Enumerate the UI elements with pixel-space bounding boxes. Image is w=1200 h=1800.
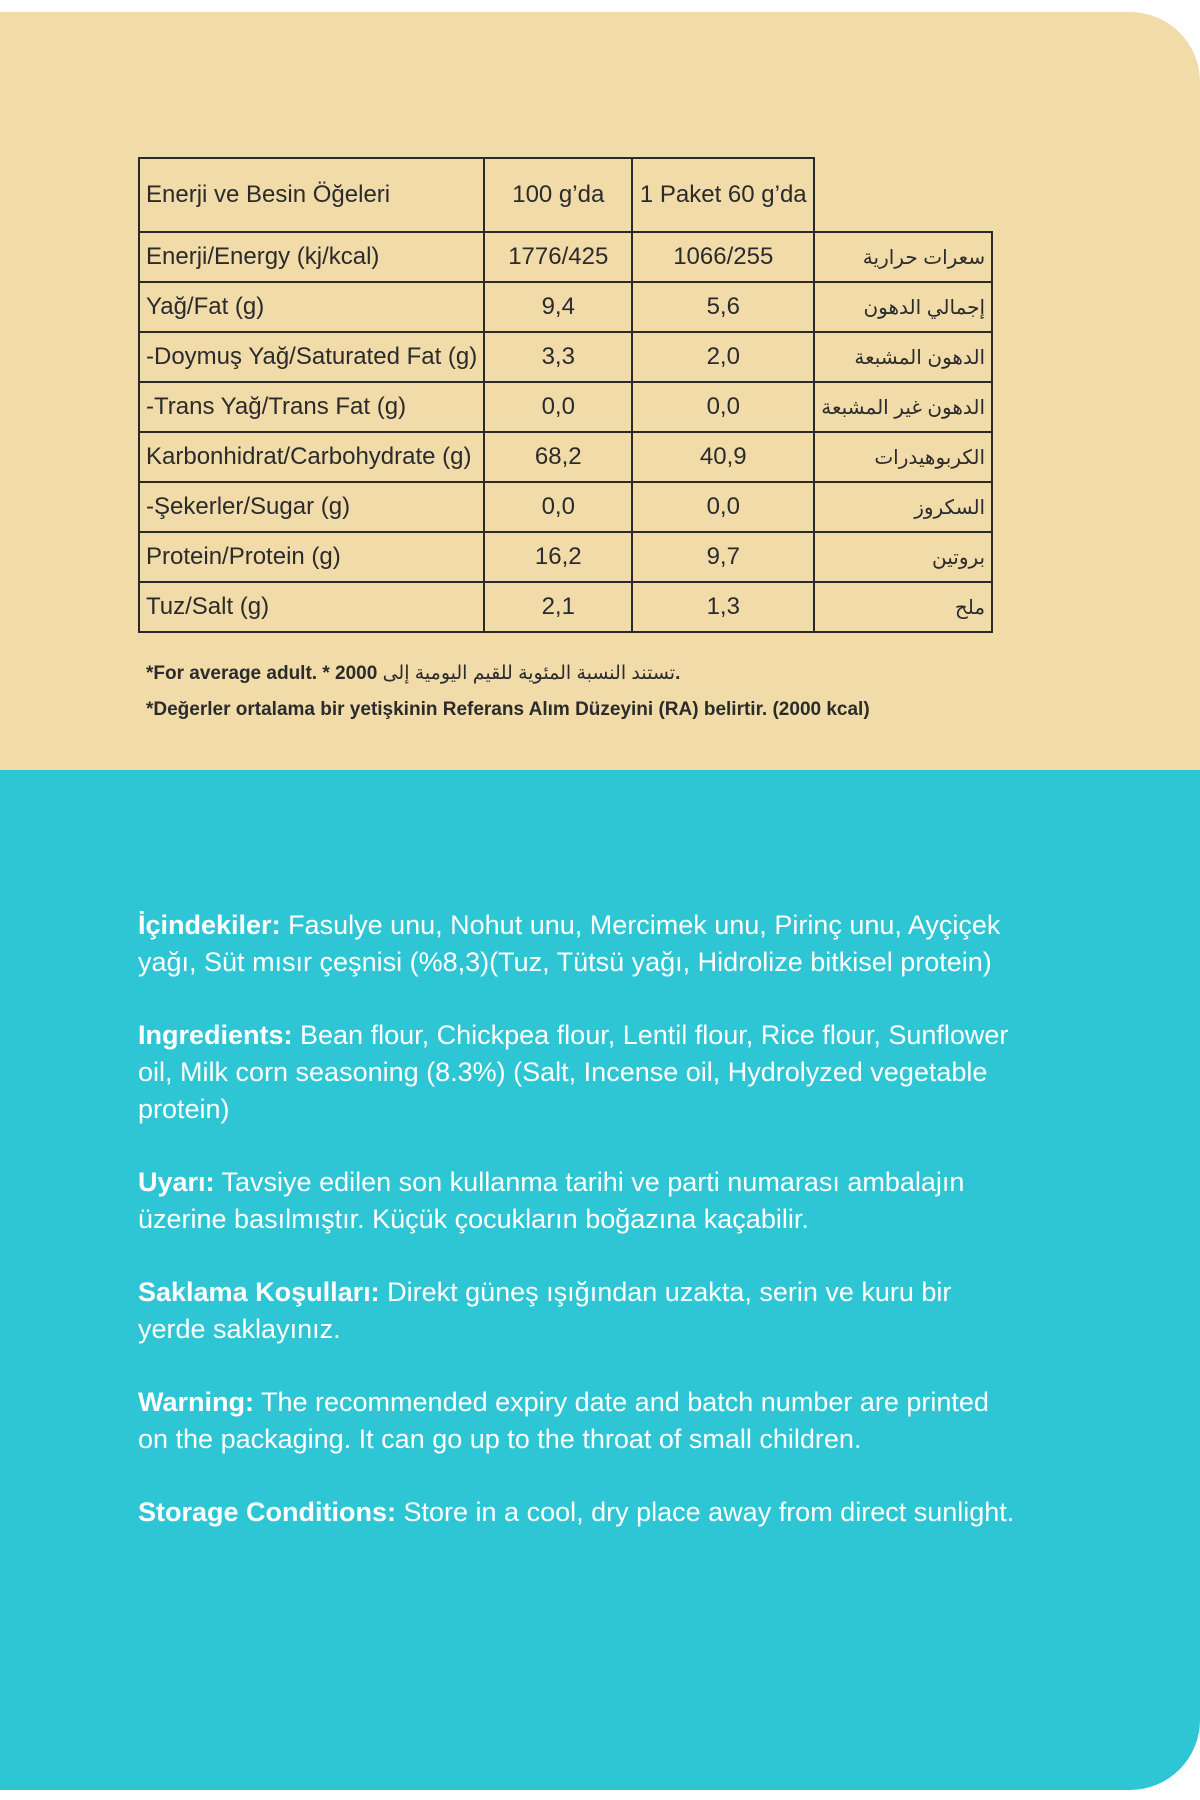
table-row — [139, 282, 992, 332]
block-title: Storage Conditions: — [138, 1497, 396, 1527]
block-text: Fasulye unu, Nohut unu, Mercimek unu, Pirinç unu, Ayçiçek yağı, Süt mısır çeşnisi (%8,3)(Tuz, Tütsü yağı, Hidrolize bitkisel protein) — [138, 910, 1001, 977]
block-text: Direkt güneş ışığından uzakta, serin ve kuru bir yerde saklayınız. — [138, 1277, 952, 1344]
row-label: Tuz/Salt (g) — [139, 582, 484, 632]
footnote-average-adult: *For average adult. * 2000 تستند النسبة المئوية للقيم اليومية إلى. — [146, 663, 681, 684]
row-label: Protein/Protein (g) — [139, 532, 484, 582]
row-arabic-label: السكروز — [814, 482, 992, 532]
warning-tr-block — [138, 1164, 1018, 1238]
row-arabic-label: سعرات حرارية — [814, 232, 992, 282]
row-per-pack: 1066/255 — [632, 232, 814, 282]
table-row — [139, 332, 992, 382]
header-blank — [814, 158, 992, 232]
row-label: Enerji/Energy (kj/kcal) — [139, 232, 484, 282]
block-text: Store in a cool, dry place away from direct sunlight. — [396, 1497, 1015, 1527]
row-label: -Trans Yağ/Trans Fat (g) — [139, 382, 484, 432]
table-row — [139, 382, 992, 432]
row-arabic-label: بروتين — [814, 532, 992, 582]
row-per-pack: 0,0 — [632, 482, 814, 532]
row-per-100g: 2,1 — [484, 582, 632, 632]
row-per-100g: 9,4 — [484, 282, 632, 332]
nutrition-panel — [0, 12, 1200, 770]
row-per-pack: 5,6 — [632, 282, 814, 332]
block-text: The recommended expiry date and batch number are printed on the packaging. It can go up to the throat of small children. — [138, 1387, 989, 1454]
row-per-pack: 40,9 — [632, 432, 814, 482]
row-per-pack: 1,3 — [632, 582, 814, 632]
table-header-row — [139, 158, 992, 232]
row-per-100g: 0,0 — [484, 482, 632, 532]
row-arabic-label: الكربوهيدرات — [814, 432, 992, 482]
block-text: Tavsiye edilen son kullanma tarihi ve parti numarası ambalajın üzerine basılmıştır. Küçük çocukların boğazına kaçabilir. — [138, 1167, 965, 1234]
block-text: Bean flour, Chickpea flour, Lentil flour, Rice flour, Sunflower oil, Milk corn seasoning (8.3%) (Salt, Incense oil, Hydrolyzed vegetable protein) — [138, 1020, 1009, 1124]
row-arabic-label: الدهون غير المشبعة — [814, 382, 992, 432]
row-per-100g: 16,2 — [484, 532, 632, 582]
ingredients-en-block — [138, 1017, 1018, 1128]
row-label: -Doymuş Yağ/Saturated Fat (g) — [139, 332, 484, 382]
row-per-pack: 0,0 — [632, 382, 814, 432]
footnote-reference-intake: *Değerler ortalama bir yetişkinin Referans Alım Düzeyini (RA) belirtir. (2000 kcal) — [146, 699, 870, 720]
row-per-100g: 68,2 — [484, 432, 632, 482]
row-label: -Şekerler/Sugar (g) — [139, 482, 484, 532]
ingredients-tr-block — [138, 907, 1018, 981]
table-row — [139, 232, 992, 282]
row-per-100g: 1776/425 — [484, 232, 632, 282]
header-per-100g: 100 g’da — [484, 158, 632, 232]
storage-tr-block — [138, 1274, 1018, 1348]
footnote-en: *For average adult. * 2000 — [146, 663, 378, 684]
header-nutrients: Enerji ve Besin Öğeleri — [139, 158, 484, 232]
header-per-pack: 1 Paket 60 g’da — [632, 158, 814, 232]
table-row — [139, 482, 992, 532]
row-per-100g: 3,3 — [484, 332, 632, 382]
row-per-pack: 2,0 — [632, 332, 814, 382]
info-blocks — [138, 907, 1018, 1567]
block-title: Uyarı: — [138, 1167, 215, 1197]
row-arabic-label: الدهون المشبعة — [814, 332, 992, 382]
nutrition-table — [138, 157, 993, 633]
block-title: Saklama Koşulları: — [138, 1277, 380, 1307]
row-label: Karbonhidrat/Carbohydrate (g) — [139, 432, 484, 482]
row-label: Yağ/Fat (g) — [139, 282, 484, 332]
table-row — [139, 582, 992, 632]
block-title: Warning: — [138, 1387, 254, 1417]
table-row — [139, 432, 992, 482]
block-title: İçindekiler: — [138, 910, 281, 940]
row-arabic-label: إجمالي الدهون — [814, 282, 992, 332]
storage-en-block — [138, 1494, 1018, 1531]
warning-en-block — [138, 1384, 1018, 1458]
table-row — [139, 532, 992, 582]
block-title: Ingredients: — [138, 1020, 293, 1050]
row-arabic-label: ملح — [814, 582, 992, 632]
row-per-pack: 9,7 — [632, 532, 814, 582]
row-per-100g: 0,0 — [484, 382, 632, 432]
footnote-ar: تستند النسبة المئوية للقيم اليومية إلى — [382, 663, 676, 684]
